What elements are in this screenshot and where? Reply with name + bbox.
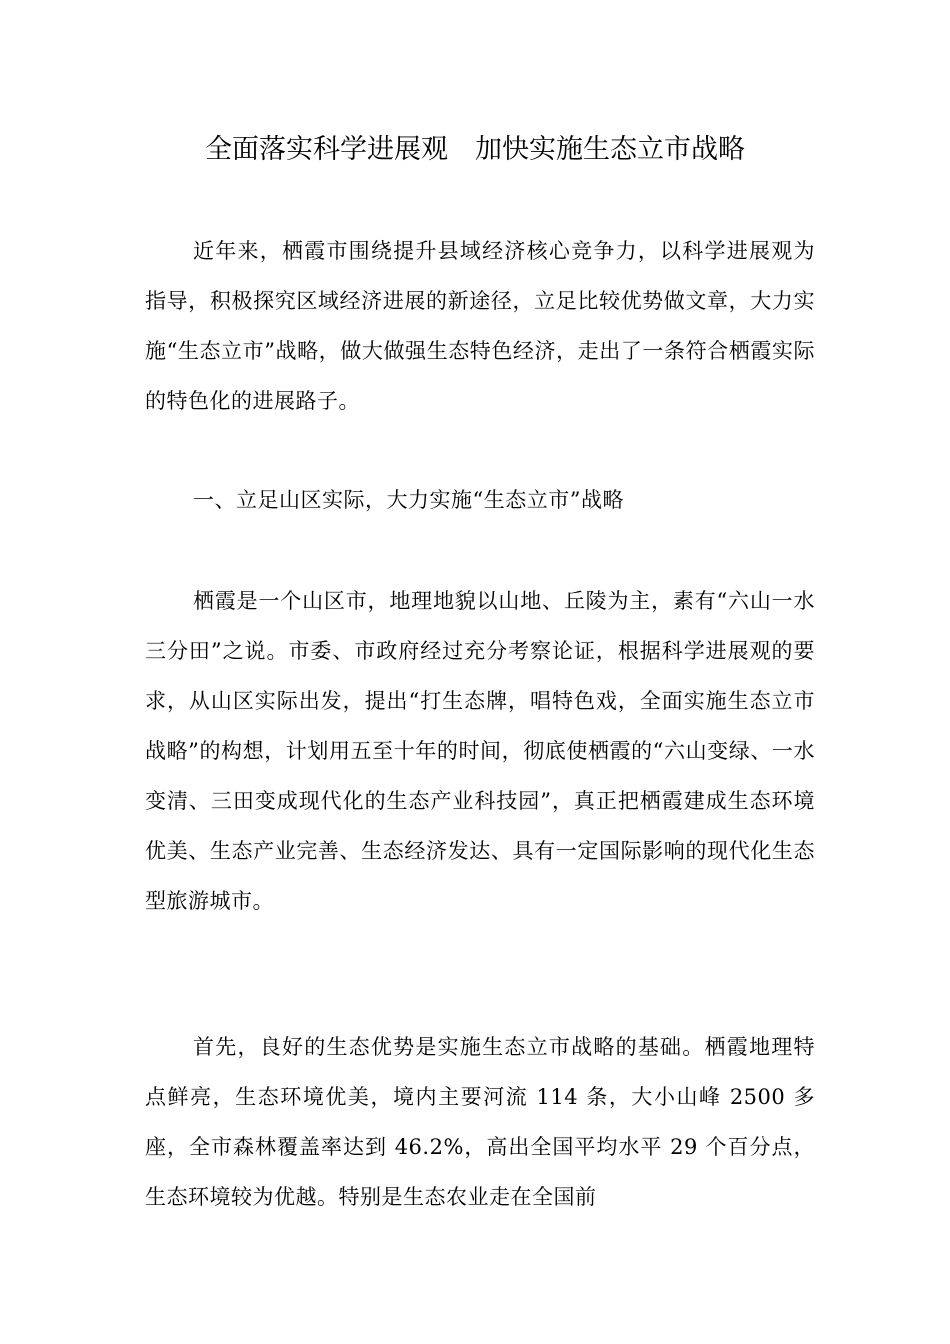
paragraph-mountain-area: 栖霞是一个山区市，地理地貌以山地、丘陵为主，素有“六山一水三分田”之说。市委、市政府经过充分考察论证，根据科学进展观的要求，从山区实际出发，提出“打生态牌，唱特色戏，全面实施生态立市战略”的构想，计划用五至十年的时间，彻底使栖霞的“六山变绿、一水变清、三田变成现代化的生态产业科技园”，真正把栖霞建成生态环境优美、生态产业完善、生态经济发达、具有一定国际影响的现代化生态型旅游城市。 (145, 589, 815, 913)
section-heading-1: 一、立足山区实际，大力实施“生态立市”战略 (193, 488, 624, 512)
document-title: 全面落实科学进展观 加快实施生态立市战略 (205, 134, 745, 165)
paragraph-ecological-advantage: 首先，良好的生态优势是实施生态立市战略的基础。栖霞地理特点鲜亮，生态环境优美，境内主要河流 114 条，大小山峰 2500 多座，全市森林覆盖率达到 46.2%，高出全国平均水平 29 个百分点，生态环境较为优越。特别是生态农业走在全国前 (145, 1035, 815, 1209)
paragraph-intro: 近年来，栖霞市围绕提升县域经济核心竞争力，以科学进展观为指导，积极探究区域经济进展的新途径，立足比较优势做文章，大力实施“生态立市”战略，做大做强生态特色经济，走出了一条符合栖霞实际的特色化的进展路子。 (145, 239, 815, 413)
